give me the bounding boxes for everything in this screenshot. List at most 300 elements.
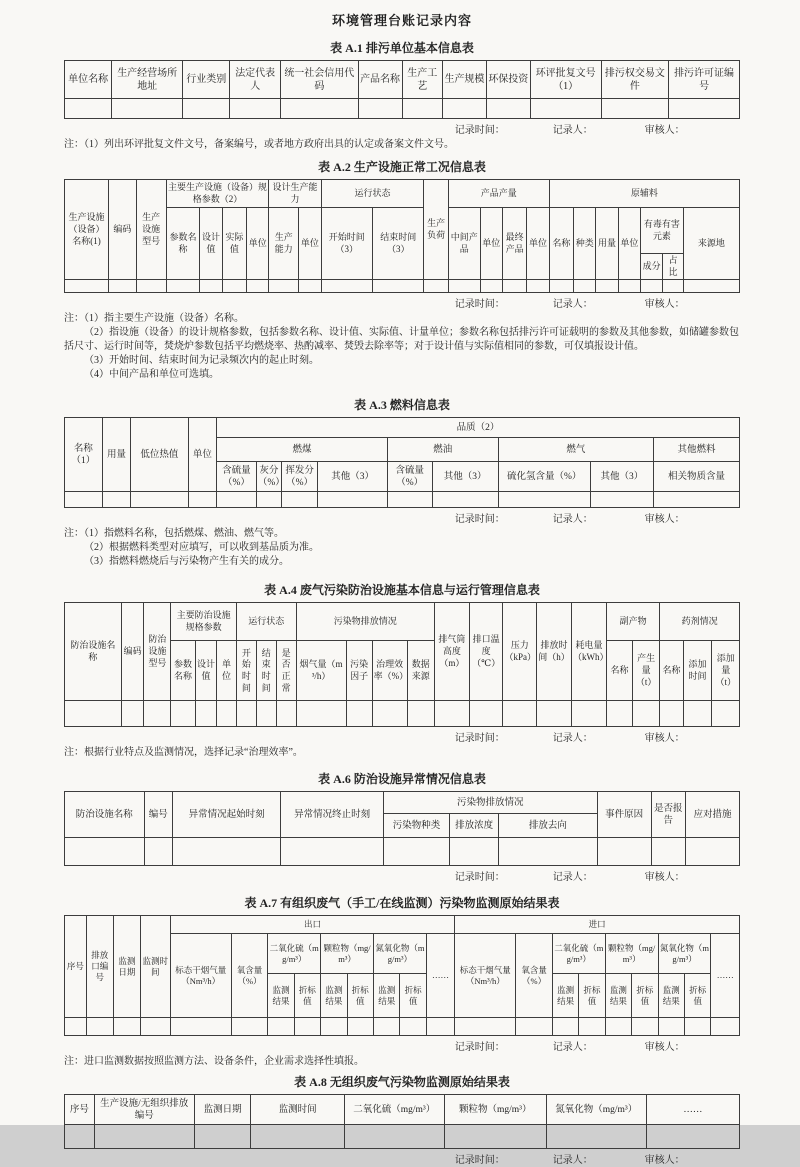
data-cell [296,701,346,727]
header-cell: 防治设施型号 [144,603,171,701]
data-cell [546,1125,646,1149]
header-cell: 参数名称 [166,208,200,280]
data-cell [654,492,740,508]
header-cell: 是否报告 [651,792,685,838]
group-header-cell: 颗粒物（mg/m³） [321,934,374,974]
header-cell: 名称 [660,641,683,701]
header-cell: 含硫量（%） [217,462,257,492]
header-cell: 种类 [574,208,596,280]
recorder-label: 记录人： [552,872,593,884]
group-header-cell: 主要防治设施规格参数 [171,603,237,641]
data-cell [632,1018,658,1036]
note-a1 [64,138,740,152]
group-header-cell: 颗粒物（mg/m³） [605,934,658,974]
note-text: （4）中间产品和单位可选填。 [84,369,219,381]
data-cell [450,838,499,866]
group-header-cell: 二氧化硫（mg/m³） [552,934,605,974]
auditor-label: 审核人： [644,514,685,526]
data-cell [144,701,171,727]
data-cell [217,701,237,727]
header-cell: 结束时间（3） [372,208,423,280]
group-header-cell: 污染物排放情况 [296,603,434,641]
data-cell [109,280,137,293]
header-cell: 氮氧化物（mg/m³） [546,1095,646,1125]
data-cell [65,1125,95,1149]
header-cell: 单位 [217,641,237,701]
data-cell [632,701,659,727]
data-cell [318,492,388,508]
recorder-label: 记录人： [552,733,593,745]
header-cell: 添加时间 [683,641,712,701]
data-cell [144,838,172,866]
record-time-label: 记录时间： [454,733,505,745]
data-cell [94,1125,194,1149]
data-cell [516,1018,553,1036]
header-cell: 排放时间（h） [537,603,572,701]
header-cell: 应对措施 [685,792,739,838]
header-cell: 标态干烟气量（Nm³/h） [170,934,231,1018]
data-cell [217,492,257,508]
data-cell [597,838,651,866]
header-cell: 含硫量（%） [387,462,432,492]
table-a8-title: 表 A.8 无组织废气污染物监测原始结果表 [294,1075,510,1090]
header-cell: 异常情况终止时刻 [281,792,383,838]
header-cell: 生产设施（设备）名称(1) [65,180,109,280]
data-cell [183,99,230,119]
data-cell [194,1125,251,1149]
data-cell [502,280,526,293]
data-cell [387,492,432,508]
header-cell: …… [711,934,740,1018]
data-cell [65,1018,87,1036]
table-a6 [64,791,740,866]
header-cell: 折标值 [347,974,373,1018]
record-line-a1 [64,121,740,137]
header-cell: 氧含量（%） [516,934,553,1018]
data-cell [346,701,372,727]
data-cell [102,492,130,508]
header-cell: 压力（kPa） [503,603,537,701]
header-cell: 环评批复文号（1） [530,61,601,99]
header-cell: 编码 [109,180,137,280]
group-header-cell: 污染物排放情况 [383,792,597,814]
header-cell: 硫化氢含量（%） [498,462,590,492]
data-cell [172,838,281,866]
table-a4-title: 表 A.4 废气污染防治设施基本信息与运行管理信息表 [264,583,540,598]
data-cell [231,1018,268,1036]
record-line-a4 [64,729,740,745]
header-cell: 用量 [596,208,618,280]
note-text: （3）开始时间、结束时间为记录频次内的起止时刻。 [84,355,319,367]
header-cell: 灰分（%） [256,462,281,492]
header-cell: 防治设施名称 [65,792,145,838]
auditor-label: 审核人： [644,125,685,136]
data-cell [321,1018,347,1036]
data-cell [606,701,632,727]
data-cell [65,838,145,866]
data-cell [65,99,112,119]
data-cell [347,1018,373,1036]
header-cell: 产生量（t） [632,641,659,701]
table-a2-title: 表 A.2 生产设施正常工况信息表 [318,160,486,174]
header-cell: 最终产品 [502,208,526,280]
header-cell: 环保投资 [486,61,530,99]
header-cell: 是否正常 [276,641,296,701]
table-a7-title: 表 A.7 有组织废气（手工/在线监测）污染物监测原始结果表 [244,896,560,911]
header-cell: 单位名称 [65,61,112,99]
header-cell: 监测日期 [113,916,140,1018]
group-header-cell: 主要生产设施（设备）规格参数（2） [166,180,269,208]
table-a1 [64,60,740,119]
header-cell: 异常情况起始时刻 [172,792,281,838]
header-cell: …… [426,934,454,1018]
header-cell: 设计值 [195,641,216,701]
header-cell: 用量 [102,418,130,492]
group-header-cell: 有毒有害元素 [641,208,684,254]
data-cell [373,1018,399,1036]
header-cell: 开始时间（3） [321,208,372,280]
data-cell [166,280,200,293]
header-cell: 生产设施型号 [136,180,166,280]
table-row [65,280,740,293]
header-cell: 挥发分（%） [281,462,317,492]
table-a8 [64,1094,740,1149]
table-a7 [64,915,740,1036]
table-row [65,701,740,727]
group-header-cell: 运行状态 [321,180,424,208]
note-a3 [64,527,740,569]
recorder-label: 记录人： [552,299,593,311]
header-cell: 监测结果 [373,974,399,1018]
header-cell: 烟气量（m³/h） [296,641,346,701]
data-cell [444,1125,546,1149]
header-cell: 监测结果 [552,974,578,1018]
header-cell: 结束时间 [256,641,276,701]
header-cell: 单位 [480,208,502,280]
header-cell: 实际值 [222,208,246,280]
auditor-label: 审核人： [644,733,685,745]
record-time-label: 记录时间： [454,1155,505,1167]
record-time-label: 记录时间： [454,1042,505,1054]
data-cell [170,1018,231,1036]
header-cell: 设计值 [200,208,222,280]
record-time-label: 记录时间： [454,872,505,884]
header-cell: 折标值 [579,974,605,1018]
header-cell: 排口温度（℃） [469,603,503,701]
data-cell [236,701,256,727]
table-row [65,1125,740,1149]
header-cell: 名称（1） [65,418,103,492]
record-time-label: 记录时间： [454,514,505,526]
group-header-cell: 二氧化硫（mg/m³） [268,934,321,974]
recorder-label: 记录人： [552,1042,593,1054]
table-a3-title: 表 A.3 燃料信息表 [354,398,450,413]
data-cell [131,492,188,508]
data-cell [276,701,296,727]
table-row [65,492,740,508]
group-header-cell: 燃气 [498,438,653,462]
header-cell: 法定代表人 [230,61,281,99]
header-cell: 污染物种类 [383,814,449,838]
data-cell [281,492,317,508]
header-cell: 二氧化硫（mg/m³） [344,1095,444,1125]
header-cell: 排气筒高度（m） [434,603,469,701]
data-cell [251,1125,344,1149]
data-cell [552,1018,578,1036]
header-cell: 名称 [606,641,632,701]
group-header-cell: 燃煤 [217,438,388,462]
data-cell [590,492,654,508]
auditor-label: 审核人： [644,299,685,311]
header-cell: 标态干烟气量（Nm³/h） [455,934,516,1018]
data-cell [669,99,740,119]
header-cell: …… [646,1095,739,1125]
header-cell: 排放口编号 [86,916,113,1018]
header-cell: 颗粒物（mg/m³） [444,1095,546,1125]
data-cell [230,99,281,119]
data-cell [65,492,103,508]
data-cell [294,1018,320,1036]
data-cell [618,280,640,293]
header-cell: 单位 [299,208,321,280]
header-cell: 名称 [549,208,573,280]
header-cell: 排污权交易文件 [601,61,669,99]
note-a2 [64,312,740,382]
note-text: （3）指燃料燃烧后与污染物产生有关的成分。 [84,556,289,568]
header-cell: 成分 [641,254,663,280]
data-cell [660,701,683,727]
data-cell [574,280,596,293]
group-header-cell: 副产物 [606,603,659,641]
data-cell [407,701,434,727]
data-cell [402,99,443,119]
data-cell [424,280,448,293]
auditor-label: 审核人： [644,872,685,884]
header-cell: 治理效率（%） [372,641,407,701]
header-cell: 来源地 [683,208,739,280]
group-header-cell: 出口 [170,916,455,934]
data-cell [432,492,498,508]
table-row [65,838,740,866]
page-title: 环境管理台账记录内容 [331,13,472,28]
header-cell: 氧含量（%） [231,934,268,1018]
data-cell [112,99,183,119]
data-cell [65,701,122,727]
header-cell: 折标值 [294,974,320,1018]
data-cell [712,701,740,727]
note-text: 注：根据行业特点及监测情况，选择记录“治理效率”。 [64,747,303,759]
data-cell [683,280,739,293]
header-cell: 编码 [121,603,144,701]
data-cell [344,1125,444,1149]
recorder-label: 记录人： [552,1155,593,1167]
note-text: （2）指设施（设备）的设计规格参数，包括参数名称、设计值、实际值、计量单位；参数名称包括排污许可证载明的参数及其他参数，如储罐参数包括尺寸、运行时间等，焚烧炉参数包括平均燃烧率、热酌减率、焚毁去除率等；对于设计值与实际值相同的参数，可仅填报设计值。 [64,327,739,353]
header-cell: 折标值 [632,974,658,1018]
data-cell [256,701,276,727]
record-line-a8 [64,1151,740,1167]
header-cell: 生产规模 [443,61,487,99]
header-cell: 产品名称 [358,61,402,99]
table-a2 [64,179,740,293]
data-cell [113,1018,140,1036]
header-cell: 污染因子 [346,641,372,701]
note-text: （2）根据燃料类型对应填写，可以收到基品质为准。 [84,542,319,554]
recorder-label: 记录人： [552,514,593,526]
data-cell [269,280,299,293]
table-a6-title: 表 A.6 防治设施异常情况信息表 [318,772,486,787]
group-header-cell: 设计生产能力 [269,180,321,208]
group-header-cell: 其他燃料 [654,438,740,462]
data-cell [200,280,222,293]
header-cell: 排放去向 [499,814,597,838]
header-cell: 其他（3） [318,462,388,492]
data-cell [372,701,407,727]
table-a4 [64,602,740,727]
recorder-label: 记录人： [552,125,593,136]
header-cell: 排放浓度 [450,814,499,838]
data-cell [448,280,480,293]
header-cell: 单位 [247,208,269,280]
record-time-label: 记录时间： [454,125,505,136]
header-cell: 占比 [663,254,683,280]
header-cell: 相关物质含量 [654,462,740,492]
data-cell [443,99,487,119]
data-cell [136,280,166,293]
group-header-cell: 氮氧化物（mg/m³） [373,934,426,974]
data-cell [498,492,590,508]
group-header-cell: 氮氧化物（mg/m³） [658,934,711,974]
header-cell: 防治设施名称 [65,603,122,701]
record-line-a6 [64,868,740,884]
data-cell [469,701,503,727]
record-line-a3 [64,510,740,526]
header-cell: 序号 [65,916,87,1018]
data-cell [268,1018,294,1036]
data-cell [683,701,712,727]
header-cell: 监测时间 [251,1095,344,1125]
group-header-cell: 品质（2） [217,418,740,438]
header-cell: 生产经营场所地址 [112,61,183,99]
header-cell: 统一社会信用代码 [281,61,359,99]
header-cell: 低位热值 [131,418,188,492]
data-cell [372,280,423,293]
data-cell [530,99,601,119]
header-cell: 生产工艺 [402,61,443,99]
table-a1-title: 表 A.1 排污单位基本信息表 [330,41,474,55]
header-cell: 排污许可证编号 [669,61,740,99]
header-cell: 监测时间 [140,916,170,1018]
data-cell [426,1018,454,1036]
data-cell [222,280,246,293]
data-cell [601,99,669,119]
auditor-label: 审核人： [644,1042,685,1054]
group-header-cell: 产品产量 [448,180,549,208]
header-cell: 事件原因 [597,792,651,838]
data-cell [711,1018,740,1036]
group-header-cell: 原辅料 [549,180,739,208]
header-cell: 生产能力 [269,208,299,280]
data-cell [281,99,359,119]
header-cell: 监测结果 [268,974,294,1018]
auditor-label: 审核人： [644,1155,685,1167]
data-cell [527,280,549,293]
header-cell: 其他（3） [590,462,654,492]
table-a3 [64,417,740,508]
header-cell: 监测日期 [194,1095,251,1125]
header-cell: 折标值 [684,974,710,1018]
group-header-cell: 进口 [455,916,740,934]
data-cell [188,492,216,508]
data-cell [537,701,572,727]
group-header-cell: 燃油 [387,438,498,462]
data-cell [400,1018,426,1036]
header-cell: 其他（3） [432,462,498,492]
record-time-label: 记录时间： [454,299,505,311]
note-text: 注：进口监测数据按照监测方法、设备条件，企业需求选择性填报。 [64,1056,364,1068]
data-cell [256,492,281,508]
table-row [65,1018,740,1036]
data-cell [434,701,469,727]
header-cell: 行业类别 [183,61,230,99]
note-a4 [64,746,740,760]
data-cell [140,1018,170,1036]
data-cell [247,280,269,293]
record-line-a2 [64,295,740,311]
header-cell: 单位 [188,418,216,492]
header-cell: 折标值 [400,974,426,1018]
group-header-cell: 药剂情况 [660,603,740,641]
header-cell: 中间产品 [448,208,480,280]
data-cell [171,701,196,727]
note-text: 注：（1）列出环评批复文件文号，备案编号，或者地方政府出具的认定或备案文件文号。 [64,139,454,150]
data-cell [596,280,618,293]
data-cell [486,99,530,119]
note-text: 注：（1）指燃料名称，包括燃煤、燃油、燃气等。 [64,528,284,540]
data-cell [499,838,597,866]
header-cell: 数据来源 [407,641,434,701]
header-cell: 编号 [144,792,172,838]
data-cell [684,1018,710,1036]
data-cell [646,1125,739,1149]
header-cell: 监测结果 [658,974,684,1018]
data-cell [658,1018,684,1036]
data-cell [321,280,372,293]
header-cell: 生产设施/无组织排放编号 [94,1095,194,1125]
data-cell [455,1018,516,1036]
data-cell [571,701,606,727]
header-cell: 单位 [618,208,640,280]
record-line-a7 [64,1038,740,1054]
data-cell [605,1018,631,1036]
data-cell [503,701,537,727]
table-row [65,99,740,119]
group-header-cell: 运行状态 [236,603,296,641]
data-cell [86,1018,113,1036]
header-cell: 添加量（t） [712,641,740,701]
data-cell [383,838,449,866]
header-cell: 耗电量（kWh） [571,603,606,701]
data-cell [663,280,683,293]
header-cell: 监测结果 [605,974,631,1018]
header-cell: 序号 [65,1095,95,1125]
note-text: 注：（1）指主要生产设施（设备）名称。 [64,313,244,325]
data-cell [121,701,144,727]
data-cell [65,280,109,293]
data-cell [641,280,663,293]
header-cell: 生产负荷 [424,180,448,280]
data-cell [579,1018,605,1036]
data-cell [651,838,685,866]
